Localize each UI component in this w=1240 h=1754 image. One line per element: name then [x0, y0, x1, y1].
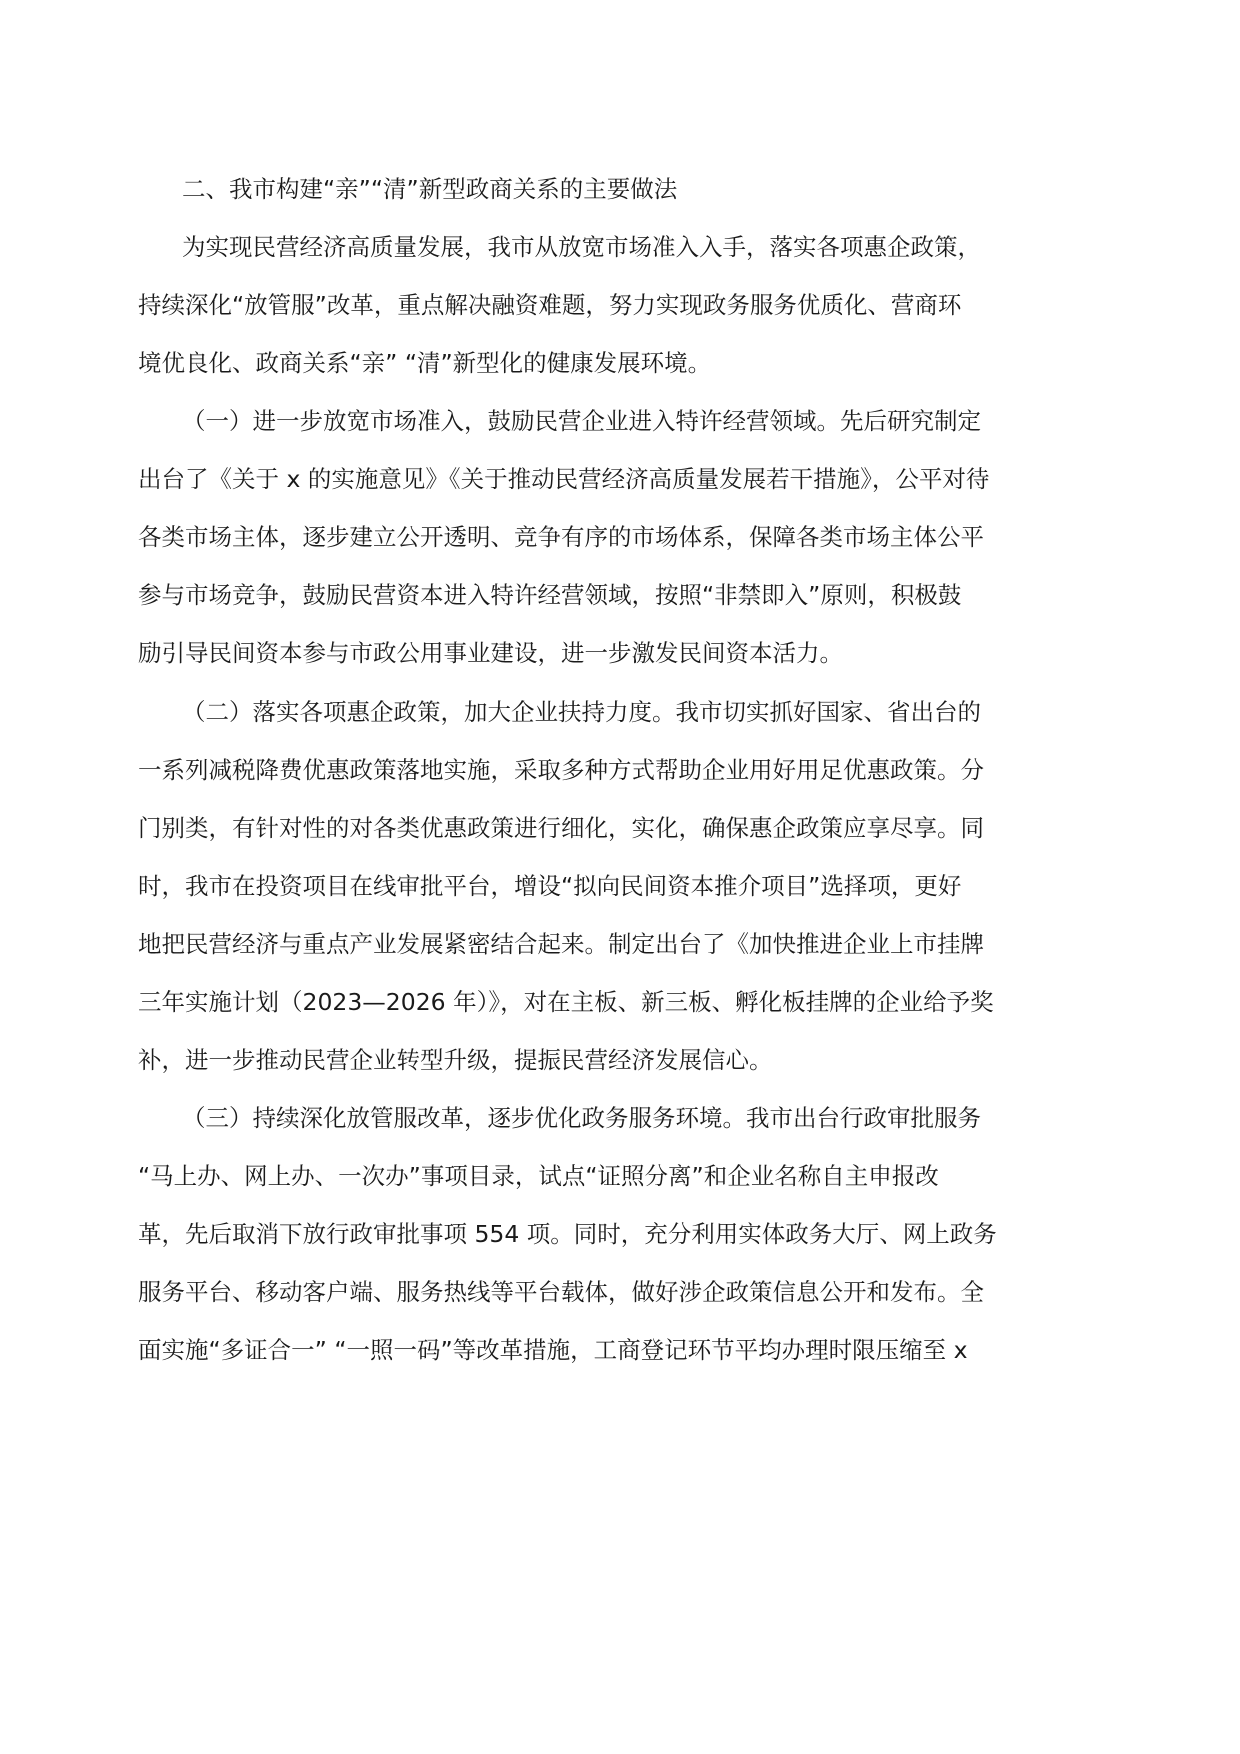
paragraph-line: 为实现民营经济高质量发展，我市从放宽市场准入入手，落实各项惠企政策， — [182, 233, 981, 261]
paragraph-line: （二）落实各项惠企政策，加大企业扶持力度。我市切实抓好国家、省出台的 — [182, 698, 981, 726]
paragraph-line: 出台了《关于 x 的实施意见》《关于推动民营经济高质量发展若干措施》，公平对待 — [138, 465, 990, 493]
section-heading: 二、我市构建“亲”“清”新型政商关系的主要做法 — [182, 175, 678, 203]
paragraph-line: （三）持续深化放管服改革，逐步优化政务服务环境。我市出台行政审批服务 — [182, 1104, 981, 1132]
paragraph-line: 参与市场竞争，鼓励民营资本进入特许经营领域，按照“非禁即入”原则，积极鼓 — [138, 581, 962, 609]
paragraph-line: 境优良化、政商关系“亲” “清”新型化的健康发展环境。 — [138, 349, 712, 377]
paragraph-line: “马上办、网上办、一次办”事项目录，试点“证照分离”和企业名称自主申报改 — [138, 1162, 939, 1190]
paragraph-line: 三年实施计划（2023—2026 年）》，对在主板、新三板、孵化板挂牌的企业给予奖 — [138, 988, 994, 1016]
paragraph-line: 地把民营经济与重点产业发展紧密结合起来。制定出台了《加快推进企业上市挂牌 — [138, 930, 984, 958]
paragraph-line: （一）进一步放宽市场准入，鼓励民营企业进入特许经营领域。先后研究制定 — [182, 407, 981, 435]
paragraph-line: 各类市场主体，逐步建立公开透明、竞争有序的市场体系，保障各类市场主体公平 — [138, 523, 984, 551]
paragraph-line: 补，进一步推动民营企业转型升级，提振民营经济发展信心。 — [138, 1046, 773, 1074]
paragraph-line: 面实施“多证合一” “一照一码”等改革措施，工商登记环节平均办理时限压缩至 x — [138, 1336, 968, 1364]
paragraph-line: 持续深化“放管服”改革，重点解决融资难题，努力实现政务服务优质化、营商环 — [138, 291, 962, 319]
paragraph-line: 门别类，有针对性的对各类优惠政策进行细化，实化，确保惠企政策应享尽享。同 — [138, 814, 984, 842]
paragraph-line: 时，我市在投资项目在线审批平台，增设“拟向民间资本推介项目”选择项，更好 — [138, 872, 962, 900]
paragraph-line: 励引导民间资本参与市政公用事业建设，进一步激发民间资本活力。 — [138, 639, 843, 667]
paragraph-line: 革，先后取消下放行政审批事项 554 项。同时，充分利用实体政务大厅、网上政务 — [138, 1220, 997, 1248]
paragraph-line: 服务平台、移动客户端、服务热线等平台载体，做好涉企政策信息公开和发布。全 — [138, 1278, 984, 1306]
paragraph-line: 一系列减税降费优惠政策落地实施，采取多种方式帮助企业用好用足优惠政策。分 — [138, 756, 984, 784]
